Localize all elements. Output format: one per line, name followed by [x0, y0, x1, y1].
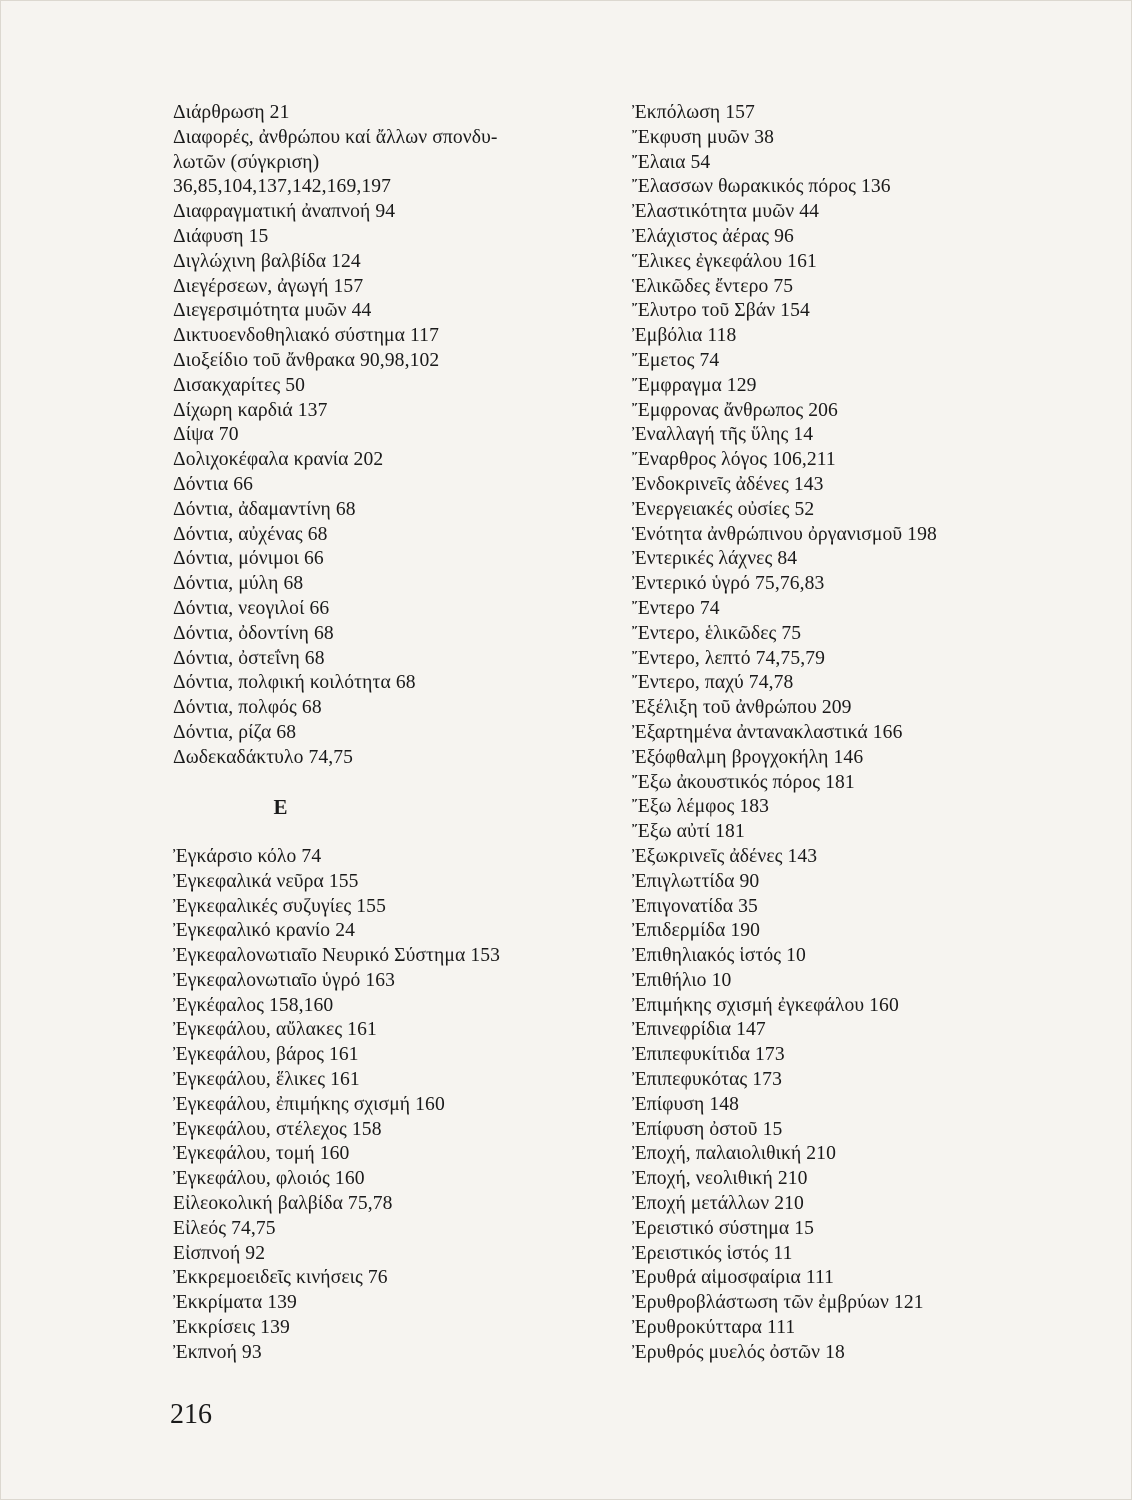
index-entry: Δόντια, νεογιλοί 66 [173, 597, 330, 619]
index-entry: Δόντια, πολφός 68 [173, 697, 322, 719]
index-entry: Ἔναρθρος λόγος 106,211 [632, 449, 836, 471]
index-entry: Ἐξέλιξη τοῦ ἀνθρώπου 209 [632, 697, 852, 719]
page-number: 216 [170, 1399, 212, 1430]
index-entry: Δόντια, ὀστεΐνη 68 [173, 647, 325, 669]
index-entry: Ἐπιγλωττίδα 90 [632, 870, 760, 892]
index-entry: Διάφυση 15 [173, 225, 269, 247]
index-entry: Ἐπίφυση 148 [632, 1093, 740, 1115]
index-group-epsilon-continued [632, 101, 1052, 1366]
index-entry: Δίψα 70 [173, 424, 239, 446]
index-entry: Ἐποχή, παλαιολιθική 210 [632, 1143, 836, 1165]
index-entry: Ἔντερο, ἑλικῶδες 75 [632, 622, 802, 644]
index-entry: Εἰλεός 74,75 [173, 1217, 276, 1239]
index-entry: Δόντια, ὀδοντίνη 68 [173, 622, 334, 644]
index-entry: Ἐκκρίματα 139 [173, 1292, 297, 1314]
index-entry: Ἐποχή μετάλλων 210 [632, 1193, 804, 1215]
index-entry: Ἔξω ἀκουστικός πόρος 181 [632, 771, 855, 793]
index-entry: Δόντια, πολφική κοιλότητα 68 [173, 672, 416, 694]
index-entry: Ἐκπόλωση 157 [632, 102, 755, 123]
index-entry: Ἐγκεφαλονωτιαῖο ὑγρό 163 [173, 969, 396, 991]
index-entry: Ἐγκεφάλου, ἕλικες 161 [173, 1069, 360, 1091]
index-entry: Διεγέρσεων, ἀγωγή 157 [173, 275, 364, 297]
index-entry: Ἔλασσων θωρακικός πόρος 136 [632, 176, 891, 198]
index-entry: Ἐρυθροκύτταρα 111 [632, 1317, 796, 1339]
index-entry: Ἑλικῶδες ἔντερο 75 [632, 275, 794, 297]
index-entry: Ἐγκεφάλου, ἐπιμήκης σχισμή 160 [173, 1093, 445, 1115]
index-entry: Εἰσπνοή 92 [173, 1242, 266, 1264]
index-entry: Δίχωρη καρδιά 137 [173, 399, 328, 421]
index-entry: Ἐγκεφάλου, αὔλακες 161 [173, 1019, 377, 1041]
index-entry: Ἔμετος 74 [632, 349, 720, 371]
index-entry: Ἐγκάρσιο κόλο 74 [173, 845, 322, 867]
index-entry: Ἐγκεφάλου, στέλεχος 158 [173, 1118, 382, 1140]
index-column-right [632, 101, 1052, 1366]
index-entry: Δολιχοκέφαλα κρανία 202 [173, 449, 384, 471]
index-entry: Ἐνδοκρινεῖς ἀδένες 143 [632, 473, 824, 495]
index-entry: Δικτυοενδοθηλιακό σύστημα 117 [173, 325, 439, 347]
index-entry: Ἐκκρίσεις 139 [173, 1317, 290, 1339]
index-entry: Ἐπιπεφυκότας 173 [632, 1069, 782, 1091]
index-entry: Διάρθρωση 21 [173, 102, 290, 123]
index-entry: Ἐρειστικό σύστημα 15 [632, 1217, 814, 1239]
index-entry: Ἐγκεφάλου, φλοιός 160 [173, 1168, 365, 1190]
index-entry: Εἰλεοκολική βαλβίδα 75,78 [173, 1193, 393, 1215]
index-entry: Ἐπιθήλιο 10 [632, 969, 732, 991]
index-column-left [173, 101, 603, 1366]
index-entry: Ἔλαια 54 [632, 151, 711, 173]
index-entry: Ἔξω αὐτί 181 [632, 821, 745, 843]
index-entry: Δόντια 66 [173, 473, 254, 495]
index-entry: Ἐμβόλια 118 [632, 325, 737, 347]
index-entry: Ἐπιθηλιακός ἱστός 10 [632, 945, 806, 967]
index-entry: Ἐξόφθαλμη βρογχοκήλη 146 [632, 746, 864, 768]
index-entry: λωτῶν (σύγκριση) [173, 151, 320, 173]
index-entry: Ἐντερικό ὑγρό 75,76,83 [632, 573, 825, 595]
index-entry: Ἐκπνοή 93 [173, 1341, 262, 1363]
index-entry: Ἐντερικές λάχνες 84 [632, 548, 798, 570]
index-entry: Ἔκφυση μυῶν 38 [632, 126, 774, 148]
index-group-epsilon [173, 845, 603, 1366]
index-entry: Ἐπιδερμίδα 190 [632, 920, 761, 942]
index-entry: Ἐγκεφάλου, βάρος 161 [173, 1044, 359, 1066]
index-entry: Ἐρυθρός μυελός ὀστῶν 18 [632, 1341, 845, 1363]
index-entry: Ἐγκέφαλος 158,160 [173, 994, 334, 1016]
index-entry: Δόντια, μόνιμοι 66 [173, 548, 324, 570]
index-entry: Ἐξαρτημένα ἀντανακλαστικά 166 [632, 721, 903, 743]
index-entry: Δωδεκαδάκτυλο 74,75 [173, 746, 354, 768]
index-entry: Ἐγκεφαλικό κρανίο 24 [173, 920, 355, 942]
index-entry: Ἐλαστικότητα μυῶν 44 [632, 201, 819, 223]
index-entry: Ἔντερο, παχύ 74,78 [632, 672, 794, 694]
index-entry: Διεγερσιμότητα μυῶν 44 [173, 300, 372, 322]
index-entry: Ἐναλλαγή τῆς ὕλης 14 [632, 424, 814, 446]
index-entry: Ἐγκεφαλονωτιαῖο Νευρικό Σύστημα 153 [173, 945, 501, 967]
index-entry: Ἐπιγονατίδα 35 [632, 895, 758, 917]
index-entry: Ἕλικες ἐγκεφάλου 161 [632, 250, 817, 272]
index-entry: Δισακχαρίτες 50 [173, 374, 306, 396]
index-entry: Ἔμφραγμα 129 [632, 374, 757, 396]
index-entry: Ἐποχή, νεολιθική 210 [632, 1168, 808, 1190]
index-entry: Διοξείδιο τοῦ ἄνθρακα 90,98,102 [173, 349, 440, 371]
index-entry: Ἐρυθροβλάστωση τῶν ἐμβρύων 121 [632, 1292, 924, 1314]
index-entry: Ἐπιμήκης σχισμή ἐγκεφάλου 160 [632, 994, 899, 1016]
index-group-delta [173, 101, 603, 771]
index-entry: Ἔντερο, λεπτό 74,75,79 [632, 647, 826, 669]
index-entry: Ἐγκεφάλου, τομή 160 [173, 1143, 350, 1165]
index-entry: Δόντια, ρίζα 68 [173, 721, 297, 743]
index-entry: Διαφορές, ἀνθρώπου καί ἄλλων σπονδυ- [173, 126, 498, 148]
index-entry: Δόντια, αὐχένας 68 [173, 523, 328, 545]
index-entry: Ἔλυτρο τοῦ Σβάν 154 [632, 300, 810, 322]
index-entry: Ἐνεργειακές οὐσίες 52 [632, 498, 815, 520]
index-entry: Ἐρυθρά αἱμοσφαίρια 111 [632, 1267, 835, 1289]
index-entry: Ἔξω λέμφος 183 [632, 796, 770, 818]
index-entry: Διγλώχινη βαλβίδα 124 [173, 250, 361, 272]
index-entry: 36,85,104,137,142,169,197 [173, 176, 392, 198]
section-letter-e: E [273, 795, 288, 820]
index-entry: Ἐγκεφαλικές συζυγίες 155 [173, 895, 386, 917]
index-entry: Ἐπινεφρίδια 147 [632, 1019, 766, 1041]
index-entry: Ἐκκρεμοειδεῖς κινήσεις 76 [173, 1267, 388, 1289]
index-entry: Ἐγκεφαλικά νεῦρα 155 [173, 870, 359, 892]
index-entry: Ἔντερο 74 [632, 597, 720, 619]
index-entry: Ἐπιπεφυκίτιδα 173 [632, 1044, 785, 1066]
index-entry: Ἐλάχιστος ἀέρας 96 [632, 225, 794, 247]
index-entry: Ἐρειστικός ἱστός 11 [632, 1242, 793, 1264]
index-entry: Διαφραγματική ἀναπνοή 94 [173, 201, 396, 223]
index-entry: Ἔμφρονας ἄνθρωπος 206 [632, 399, 838, 421]
index-entry: Δόντια, ἀδαμαντίνη 68 [173, 498, 356, 520]
index-entry: Ἐξωκρινεῖς ἀδένες 143 [632, 845, 818, 867]
index-entry: Δόντια, μύλη 68 [173, 573, 304, 595]
index-entry: Ἑνότητα ἀνθρώπινου ὀργανισμοῦ 198 [632, 523, 937, 545]
index-entry: Ἐπίφυση ὀστοῦ 15 [632, 1118, 783, 1140]
